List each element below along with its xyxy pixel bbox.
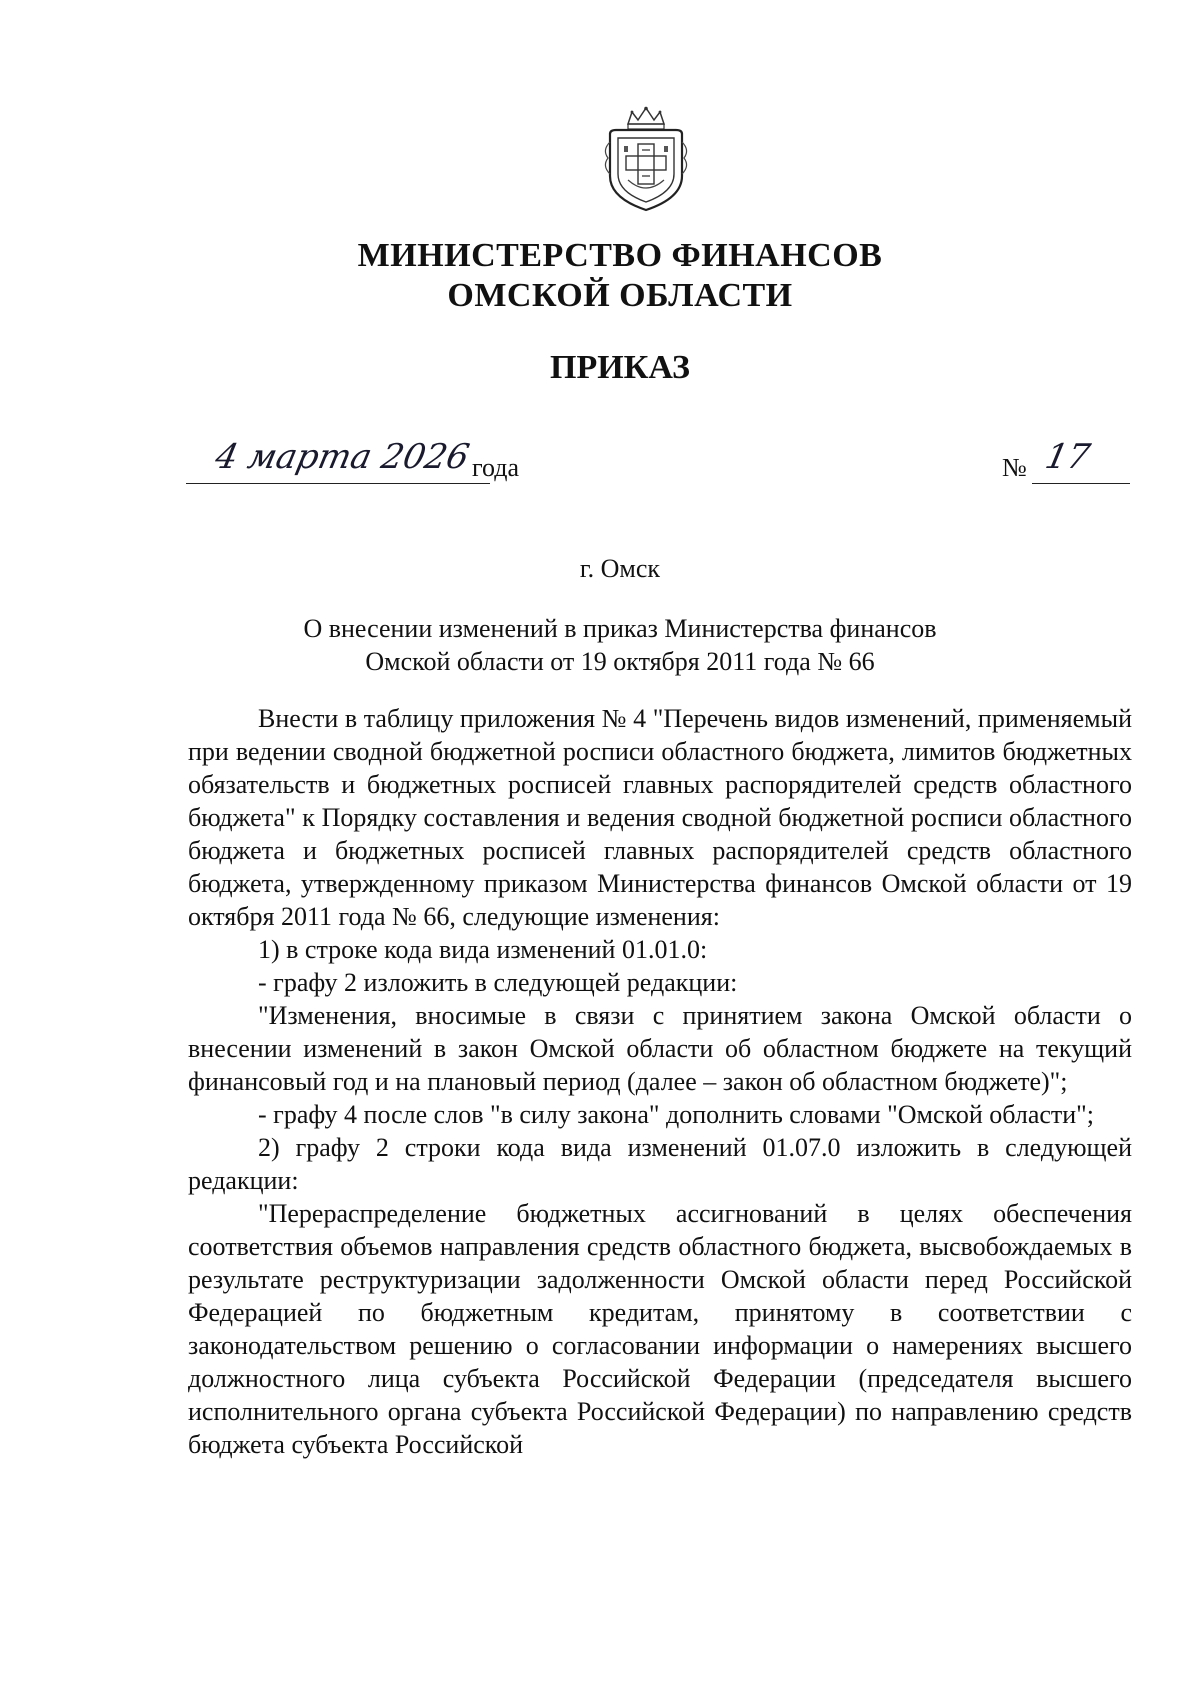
number-sign: № [1002,453,1027,482]
body-paragraph-item1-b: - графу 4 после слов "в силу закона" дополнить словами "Омской области"; [258,1100,1095,1129]
body-paragraph-item2: 2) графу 2 строки кода вида изменений 01.07.0 изложить в следующей редакции: [188,1133,1132,1195]
number-field [1002,437,1132,495]
body-paragraph-item1-a: - графу 2 изложить в следующей редакции: [258,968,738,997]
order-body [188,702,1132,1461]
subject-line2: Омской области от 19 октября 2011 года № 66 [365,647,875,676]
ministry-name-line2: ОМСКОЙ ОБЛАСТИ [447,277,793,314]
handwritten-number: 17 [1041,437,1094,477]
number-underline [1032,483,1130,484]
city-name: г. Омск [579,554,661,583]
date-field [186,437,520,495]
ministry-name-line1: МИНИСТЕРСТВО ФИНАНСОВ [357,237,883,274]
omsk-region-coat-of-arms-icon [598,106,694,214]
body-paragraph-item1: 1) в строке кода вида изменений 01.01.0: [258,935,708,964]
date-suffix: года [472,453,520,482]
subject-line1: О внесении изменений в приказ Министерства финансов [303,614,937,643]
body-paragraph-item1-quote: "Изменения, вносимые в связи с принятием закона Омской области о внесении изменений в закон Омской области об областном бюджете на текущий финансовый год и на плановый период (далее – закон об областном бюджете)"; [188,1001,1132,1096]
body-paragraph-intro: Внести в таблицу приложения № 4 "Перечень видов изменений, применяемый при ведении сводной бюджетной росписи областного бюджета, лимитов бюджетных обязательств и бюджетных росписей главных распорядителей средств областного бюджета" к Порядку составления и ведения сводной бюджетной росписи областного бюджета и бюджетных росписей главных распорядителей средств областного бюджета, утвержденному приказом Министерства финансов Омской области от 19 октября 2011 года № 66, следующие изменения: [188,704,1132,931]
date-underline [186,483,490,484]
body-paragraph-item2-quote: "Перераспределение бюджетных ассигнований в целях обеспечения соответствия объемов направления средств областного бюджета, высвобождаемых в результате реструктуризации задолженности Омской области перед Российской Федерацией по бюджетным кредитам, принятому в соответствии с законодательством решению о согласовании информации о намерениях высшего должностного лица субъекта Российской Федерации (председателя высшего исполнительного органа субъекта Российской Федерации) по направлению средств бюджета субъекта Российской [188,1199,1132,1459]
handwritten-date: 4 марта 2026 [211,437,473,477]
order-subject [20,612,1200,678]
document-type-title: ПРИКАЗ [550,349,690,386]
